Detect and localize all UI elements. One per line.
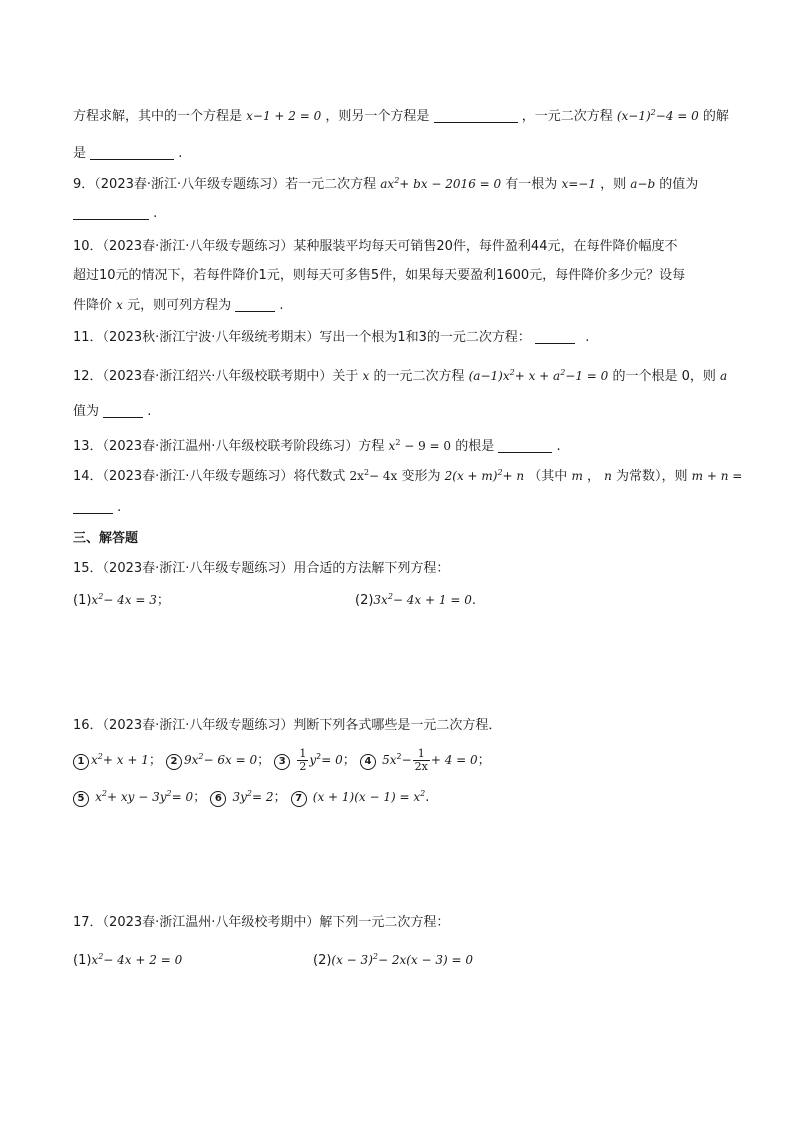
q8-equation-1: x−1 + 2 = 0 xyxy=(246,109,322,123)
q12-line2 xyxy=(73,402,151,422)
q17-part-2 xyxy=(313,950,473,971)
q14-variable-n: n xyxy=(604,469,612,483)
q10-line1: 10．（2023春·浙江·八年级专题练习）某种服装平均每天可销售20件，每件盈利44元，在每件降价幅度不 xyxy=(73,239,678,254)
q16-item-7: $(x + 1)(x - 1) = x^2$ xyxy=(312,789,426,804)
q10-variable: x xyxy=(116,298,123,312)
q10-line2: 超过10元的情况下，若每件降价1元，则每天可多售5件，如果每天要盈利1600元，每件降价多少元？设每 xyxy=(73,268,686,283)
q12-text-line2: 值为 xyxy=(73,404,100,419)
circled-number-4: 4 xyxy=(360,754,376,770)
q12-equation: $(a-1)x^2+ x + a^2-1 = 0$ xyxy=(468,368,609,383)
q16-item-2: $9x^2- 6x = 0$ xyxy=(184,752,258,767)
q11-end: . xyxy=(585,330,590,345)
q9-line1 xyxy=(73,174,698,195)
q12-answer-blank[interactable] xyxy=(103,403,143,418)
q17-part2-equation: $(x - 3)^2- 2x(x - 3) = 0$ xyxy=(331,952,474,967)
q14-end: . xyxy=(117,500,122,515)
q8-equation-2: $(x-1)^2-4 = 0$ xyxy=(616,108,699,123)
q8-text-mid2: ，一元二次方程 xyxy=(521,109,613,124)
q12-stem: 12．（2023春·浙江绍兴·八年级校联考期中）关于 xyxy=(73,369,359,384)
q14-stem: 14．（2023春·浙江·八年级专题练习）将代数式 xyxy=(73,469,346,484)
q10-end: . xyxy=(279,298,284,313)
q8-text-post: 的解 xyxy=(702,109,729,124)
q17-stem: 17．（2023春·浙江温州·八年级校考期中）解下列一元二次方程： xyxy=(73,915,450,930)
circled-number-3: 3 xyxy=(274,754,290,770)
q15-part1-label: (1) xyxy=(73,593,92,608)
q10-text-pre: 件降价 xyxy=(73,298,113,313)
q10-text-post: 元，则可列方程为 xyxy=(127,298,232,313)
q16-item-6: $3y^2= 2$ xyxy=(232,789,274,804)
q15-stem: 15．（2023春·浙江·八年级专题练习）用合适的方法解下列方程： xyxy=(73,561,450,576)
q9-text-post: ，则 xyxy=(600,177,627,192)
q13-stem: 13．（2023春·浙江温州·八年级校联考阶段练习）方程 xyxy=(73,439,385,454)
q12-text-post: 的一个根是 0，则 xyxy=(612,369,716,384)
q15-part-2: $(2)3x^2- 4x + 1 = 0$. xyxy=(355,592,476,608)
q16-item-3: $\frac{1}{2}$ $y^2= 0$ xyxy=(299,747,343,773)
q14-line2 xyxy=(73,498,121,518)
section-title-solve: 三、解答题 xyxy=(73,531,139,546)
q14-paren-open: （其中 xyxy=(528,469,568,484)
circled-number-1: 1 xyxy=(73,754,89,770)
q9-text-mid: 有一根为 xyxy=(505,177,558,192)
q13-line xyxy=(73,436,561,457)
q8-answer-blank-1[interactable] xyxy=(434,108,518,123)
q15-part2-label: (2) xyxy=(355,593,374,608)
circled-number-2: 2 xyxy=(166,754,182,770)
q9-equation: $ax^2+$ bx − 2016 = 0 xyxy=(380,176,502,191)
q16-items-row2: 5 $x^2+$ xy − $3y^2= 0$； 6 $3y^2= 2$； 7 $(x + 1)(x - 1) = x^2$. xyxy=(73,787,429,808)
q14-target-expression: m + n = xyxy=(691,469,743,483)
q14-expression-1: $2x^2- 4x$ xyxy=(349,468,398,483)
q14-text-mid: 变形为 xyxy=(401,469,441,484)
q15-part2-equation: $3x^2- 4x + 1 = 0$ xyxy=(373,592,472,607)
q9-end: . xyxy=(153,206,158,221)
q13-equation: $x^2 - 9 = 0$ xyxy=(388,438,452,453)
q13-end: . xyxy=(556,439,561,454)
q9-answer-blank[interactable] xyxy=(73,205,149,220)
q9-stem: 9．（2023春·浙江·八年级专题练习）若一元二次方程 xyxy=(73,177,377,192)
q8-answer-blank-2[interactable] xyxy=(90,145,174,160)
q15-part-1: $(1)x^2- 4x = 3$； xyxy=(73,592,170,608)
q8-end: . xyxy=(178,146,183,161)
q8-text-line2: 是 xyxy=(73,146,87,161)
q8-line2 xyxy=(73,144,182,164)
circled-number-7: 7 xyxy=(291,791,307,807)
circled-number-6: 6 xyxy=(210,791,226,807)
q15-part1-equation: $x^2- 4x = 3$ xyxy=(91,592,157,607)
q14-paren-close: 为常数），则 xyxy=(616,469,688,484)
q14-line1 xyxy=(73,466,742,487)
q11-line xyxy=(73,328,589,348)
q9-text-tail: 的值为 xyxy=(659,177,699,192)
q16-stem: 16．（2023春·浙江·八年级专题练习）判断下列各式哪些是一元二次方程． xyxy=(73,718,502,733)
q12-variable: x xyxy=(362,369,370,383)
q16-items-row1: 1 $x^2+ x + 1$； 2 $9x^2- 6x = 0$； 3 $\frac{1}{2}$ $y^2= 0$； 4 $5x^2-$ $\frac{1}{2x}$ + 4 = 0； xyxy=(73,746,491,775)
q10-line3 xyxy=(73,295,284,316)
q9-root: x=−1 xyxy=(561,177,596,191)
q8-text-mid: ，则另一个方程是 xyxy=(325,109,430,124)
q12-end: . xyxy=(147,404,152,419)
q10-answer-blank[interactable] xyxy=(235,297,275,312)
q9-expression: a−b xyxy=(630,177,656,191)
q17-part1-equation: $x^2- 4x + 2 = 0$ xyxy=(91,952,183,967)
q8-line1 xyxy=(73,106,729,127)
q12-text-mid: 的一元二次方程 xyxy=(373,369,465,384)
q8-text-pre: 方程求解，其中的一个方程是 xyxy=(73,109,243,124)
q14-expression-2: $2(x + m)^2+ n$ xyxy=(444,468,525,483)
q12-line1 xyxy=(73,366,727,387)
q16-item-5: $x^2+$ xy − $3y^2= 0$ xyxy=(95,789,194,804)
q17-part-1 xyxy=(73,950,182,971)
q17-part2-label: (2) xyxy=(313,953,332,968)
q13-answer-blank[interactable] xyxy=(498,438,552,453)
q14-comma: ， xyxy=(586,469,600,484)
circled-number-5: 5 xyxy=(73,791,89,807)
q14-variable-m: m xyxy=(571,469,583,483)
q17-part1-label: (1) xyxy=(73,953,92,968)
q11-answer-blank[interactable] xyxy=(535,329,575,344)
q13-text-post: 的根是 xyxy=(455,439,495,454)
q12-variable-a: a xyxy=(719,369,728,383)
q14-answer-blank[interactable] xyxy=(73,499,113,514)
q16-item-4: $5x^2-$ $\frac{1}{2x}$ + 4 = 0 xyxy=(382,747,478,773)
q9-line2 xyxy=(73,204,157,224)
q11-stem: 11．（2023秋·浙江宁波·八年级统考期末）写出一个根为1和3的一元二次方程： xyxy=(73,330,531,345)
q16-item-1: $x^2+ x + 1$ xyxy=(91,752,149,767)
